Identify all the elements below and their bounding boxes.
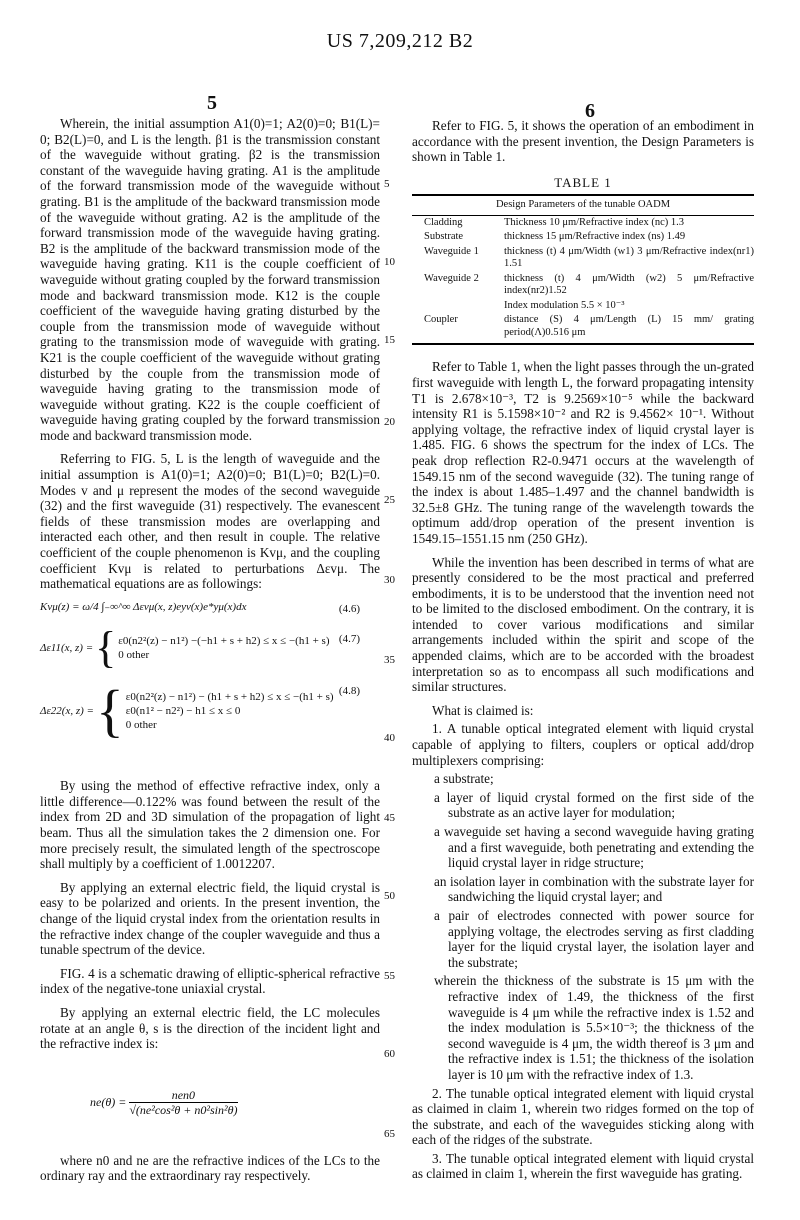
table-row: Waveguide 2 thickness (t) 4 μm/Width (w2) 5 μm/Refractive index(nr2)1.52 bbox=[424, 272, 754, 297]
equation-number: (4.7) bbox=[338, 633, 360, 646]
equation-lhs: Kvμ(z) = bbox=[40, 601, 80, 614]
equation-numerator: nen0 bbox=[129, 1088, 237, 1103]
line-number: 10 bbox=[384, 256, 395, 268]
equation-4-6 bbox=[40, 600, 380, 614]
table-caption: Design Parameters of the tunable OADM bbox=[412, 195, 754, 215]
paragraph: where n0 and ne are the refractive indices of the LCs to the ordinary ray and the extraordinary ray respectively. bbox=[40, 1152, 380, 1184]
line-number: 5 bbox=[384, 178, 390, 190]
line-number: 40 bbox=[384, 732, 395, 744]
left-column bbox=[40, 116, 380, 1192]
line-number: 25 bbox=[384, 494, 395, 506]
paragraph: By applying an external electric field, the liquid crystal is easy to be polarized and orients. In the present invention, the change of the liquid crystal index from the orientation results in the refractive index change of the coupler waveguide and thus a tunable spectrum of the device. bbox=[40, 879, 380, 958]
equation-case: 0 other bbox=[118, 649, 150, 662]
table-title: TABLE 1 bbox=[554, 174, 612, 190]
right-column bbox=[412, 118, 754, 1190]
claim-element: a pair of electrodes connected with power source for applying voltage, the electrodes serving as first cladding layer for the liquid crystal layer, the isolation layer and the substrate; bbox=[434, 907, 754, 970]
paragraph: Referring to FIG. 5, L is the length of waveguide and the initial assumption is A1(0)=1; A2(0)=0; B1(L)=0; B2(L)=0. Modes v and μ represent the modes of the second waveguide (32) and the first waveguide (31) respectively. The evanescent fields of these transmission modes are overlapping and interacted each other, and then result in couple. The relative coefficient of the couple phenomenon is Kvμ, and the coupling coefficient Kvμ is related to perturbations Δεvμ. The mathematical equations are as followings: bbox=[40, 451, 380, 592]
paragraph: Refer to Table 1, when the light passes through the un-grated first waveguide with length L, the forward propagating intensity T1 is 2.678×10⁻³, T2 is 9.2569×10⁻⁵ while the backward intensity R1 is 5.1598×10⁻² and R2 is 9.4562× 10⁻¹. Without applying voltage, the refractive index of liquid crystal layer is 1.485. FIG. 6 shows the spectrum for the index of LCs. The peak drop reflection R2-0.9471 occurs at the wavelength of 1549.15 nm of the second waveguide (32). The tuning range of the index is about 1.485–1.497 and the channel bandwidth is 32.5±8 GHz. The tuning range of the wavelength towards the optimum add/drop operation of the present invention is 1549.15–1551.15 nm (250 GHz). bbox=[412, 359, 754, 546]
line-number: 50 bbox=[384, 890, 395, 902]
claim-3: 3. The tunable optical integrated element with liquid crystal as claimed in claim 1, wherein the first waveguide has grating. bbox=[412, 1150, 754, 1182]
claim-element: a waveguide set having a second waveguide having grating and a first waveguide, both penetrating and extending the liquid crystal layer in ridge structure; bbox=[434, 824, 754, 871]
line-number: 65 bbox=[384, 1128, 395, 1140]
equation-lhs: ne(θ) = bbox=[90, 1095, 127, 1110]
left-page-number: 5 bbox=[207, 92, 217, 114]
line-number: 55 bbox=[384, 970, 395, 982]
equation-lhs: Δε11(x, z) = bbox=[40, 642, 94, 655]
line-number: 15 bbox=[384, 334, 395, 346]
claim-element: an isolation layer in combination with the substrate layer for sandwiching the liquid crystal layer; and bbox=[434, 873, 754, 905]
equation-4-8: Δε22(x, z) ={ ε0(n2²(z) − n1²) − (h1 + s + h2) ≤ x ≤ −(h1 + s) ε0(n1² − n2²) − h1 ≤ x ≤ 0 0 other (4.8) bbox=[40, 678, 360, 744]
table-row: Substrate thickness 15 μm/Refractive index (ns) 1.49 bbox=[424, 231, 686, 243]
patent-number: US 7,209,212 B2 bbox=[326, 30, 474, 52]
claim-2: 2. The tunable optical integrated element with liquid crystal as claimed in claim 1, wherein two ridges formed on the top of the substrate, and each of the waveguides sticking along with each of the ridges of the substrate. bbox=[412, 1085, 754, 1148]
paragraph: FIG. 4 is a schematic drawing of elliptic-spherical refractive index of the negative-tone uniaxial crystal. bbox=[40, 965, 380, 997]
line-number: 30 bbox=[384, 574, 395, 586]
equation-ne bbox=[90, 1088, 380, 1117]
claim-element: a layer of liquid crystal formed on the first side of the substrate as an active layer for modulation; bbox=[434, 789, 754, 821]
equation-rhs: ω/4 ∫₋∞^∞ Δεvμ(x, z)eyv(x)e*yμ(x)dx bbox=[82, 600, 247, 613]
paragraph: By using the method of effective refractive index, only a little difference—0.122% was found between the result of the index from 2D and 3D simulation of the propagation of light beam. Thus all the simulation takes the 2 dimension one. For more precisely result, the simulated length of the spectroscope shall multiply by a coefficient of 1.0012207. bbox=[40, 778, 380, 872]
equation-case: ε0(n2²(z) − n1²) −(−h1 + s + h2) ≤ x ≤ −(h1 + s) bbox=[118, 635, 330, 648]
claims-heading: What is claimed is: bbox=[432, 702, 534, 718]
equation-case: 0 other bbox=[125, 719, 157, 732]
claim-element: a substrate; bbox=[434, 771, 494, 787]
equation-denominator: √(ne²cos²θ + n0²sin²θ) bbox=[129, 1102, 238, 1117]
table-row: Cladding Thickness 10 μm/Refractive index (nc) 1.3 bbox=[424, 216, 684, 228]
claim-element: wherein the thickness of the substrate is 15 μm with the refractive index of 1.49, the thickness of the first waveguide is 4 μm while the refractive index is 1.52 and the index modulation is 5.5×10⁻³; the thickness of the second waveguide is 4 μm, the width thereof is 3 μm and the refractive index is 1.51; the thickness of the isolation layer is 10 μm with the refractive index of 1.3. bbox=[434, 973, 754, 1082]
line-number: 20 bbox=[384, 416, 395, 428]
equation-lhs: Δε22(x, z) = bbox=[40, 705, 94, 718]
table-row: Waveguide 1 thickness (t) 4 μm/Width (w1) 3 μm/Refractive index(nr1) 1.51 bbox=[424, 245, 754, 270]
right-page-number: 6 bbox=[585, 100, 595, 122]
paragraph: While the invention has been described in terms of what are presently considered to be the most practical and preferred embodiments, it is to be understood that the invention need not to be limited to the disclosed embodiment. On the contrary, it is intended to cover various modifications and similar arrangements included within the spirit and scope of the appended claims, which are to be accorded with the broadest interpretation so as to encompass all such modifications and similar structures. bbox=[412, 554, 754, 695]
line-number: 45 bbox=[384, 812, 395, 824]
equation-number: (4.6) bbox=[338, 602, 360, 615]
equation-case: ε0(n1² − n2²) − h1 ≤ x ≤ 0 bbox=[125, 705, 241, 718]
paragraph: By applying an external electric field, the LC molecules rotate at an angle θ, s is the direction of the incident light and the refractive index is: bbox=[40, 1005, 380, 1052]
claim-1: 1. A tunable optical integrated element with liquid crystal capable of applying to filters, couplers or optical add/drop multiplexers comprising: bbox=[412, 721, 754, 768]
design-parameters-table bbox=[412, 194, 754, 345]
line-number: 60 bbox=[384, 1048, 395, 1060]
table-row: Coupler distance (S) 4 μm/Length (L) 15 mm/ grating period(Λ)0.516 μm bbox=[412, 313, 754, 344]
line-number: 35 bbox=[384, 654, 395, 666]
table-row: Index modulation 5.5 × 10⁻³ bbox=[504, 299, 625, 311]
equation-4-7: Δε11(x, z) ={ ε0(n2²(z) − n1²) −(−h1 + s + h2) ≤ x ≤ −(h1 + s) 0 other (4.7) bbox=[40, 623, 360, 673]
paragraph: Wherein, the initial assumption A1(0)=1; A2(0)=0; B1(L)= 0; B2(L)=0, and L is the length. β1 is the transmission constant of the waveguide without grating. β2 is the transmission constant of the waveguide having grating. A1 is the amplitude of the forward transmission mode of the waveguide without grating. B1 is the amplitude of the backward transmission mode of the waveguide without grating. A2 is the amplitude of the forward transmission mode of the waveguide having grating. B2 is the amplitude of the backward transmission mode of the waveguide having grating. K11 is the couple coefficient of waveguide without grating coupled by the forward transmission mode and backward transmission mode. K12 is the couple coefficient of the waveguide having grating disturbed by the couple from the transmission mode of waveguide without grating to the transmission mode of waveguide with grating. K21 is the couple coefficient of the waveguide without grating disturbed by the couple from the transmission mode of waveguide having grating to the transmission mode of waveguide without grating. K22 is the couple coefficient of waveguide having grating coupled by the forward transmission mode and backward transmission mode. bbox=[40, 116, 380, 443]
equation-number: (4.8) bbox=[338, 685, 360, 698]
equation-case: ε0(n2²(z) − n1²) − (h1 + s + h2) ≤ x ≤ −(h1 + s) bbox=[125, 691, 334, 704]
paragraph: Refer to FIG. 5, it shows the operation of an embodiment in accordance with the present invention, the Design Parameters is shown in Table 1. bbox=[412, 118, 754, 165]
